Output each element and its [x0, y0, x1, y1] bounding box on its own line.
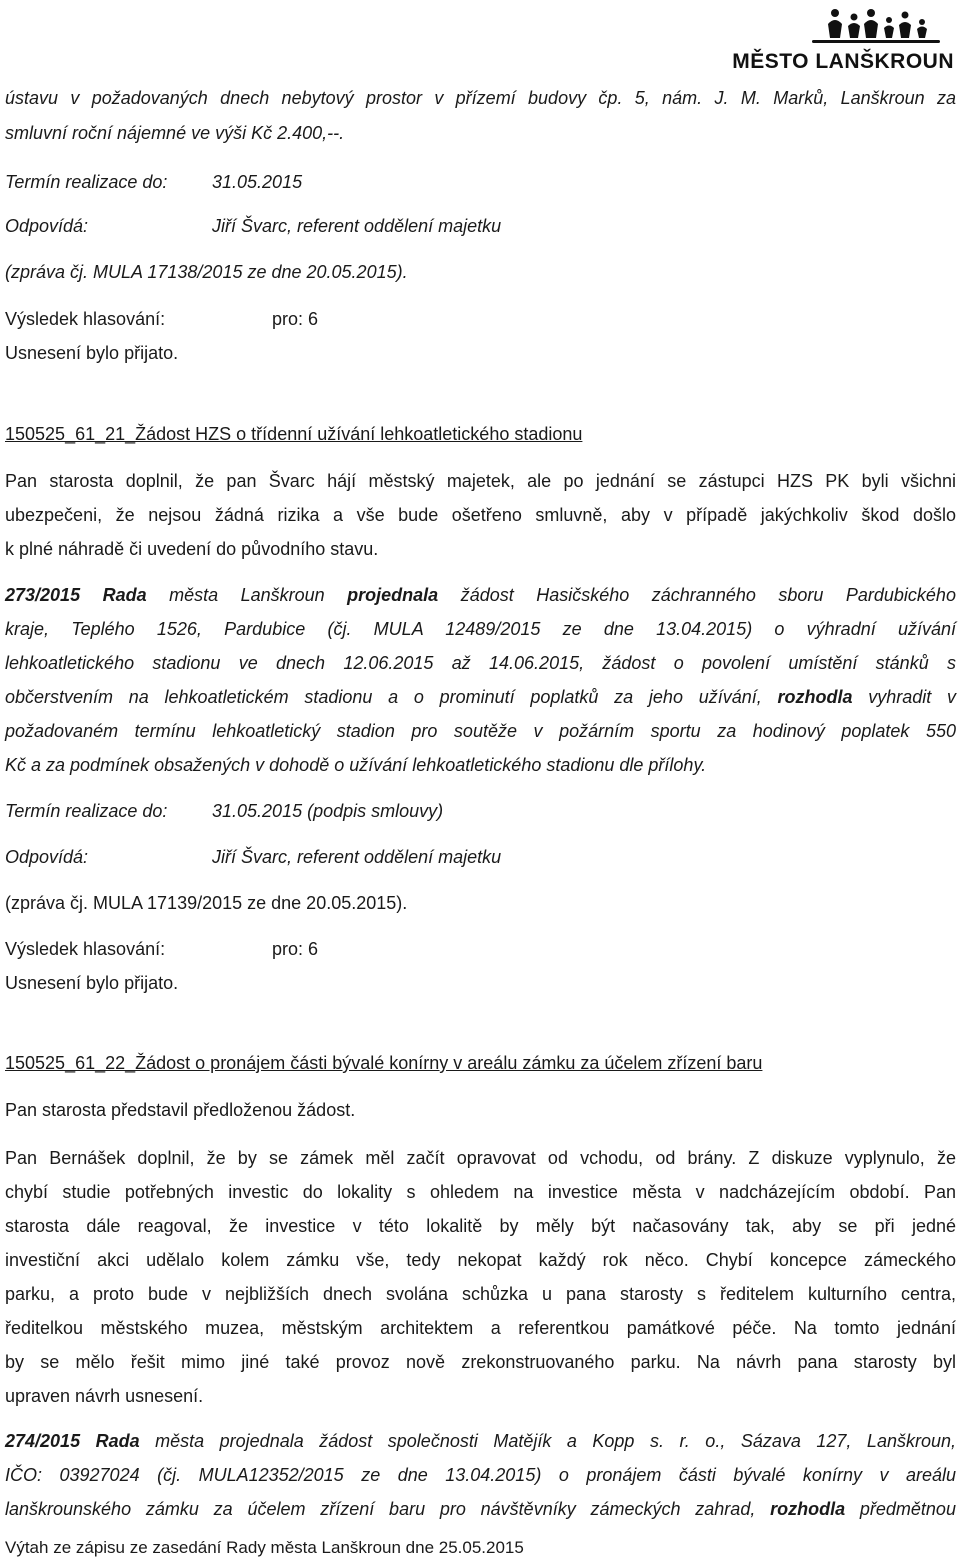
resolution-line: kraje, Teplého 1526, Pardubice (čj. MULA 12489/2015 ze dne 13.04.2015) o výhradní užívání: [5, 619, 956, 639]
odpovida-row: [5, 847, 501, 868]
text-line: parku, a proto bude v nejbližších dnech svolána schůzka u pana starosty s ředitelem kulturního centra,: [5, 1284, 956, 1304]
usneseni-line: Usnesení bylo přijato.: [5, 973, 179, 993]
text-line: ústavu v požadovaných dnech nebytový prostor v přízemí budovy čp. 5, nám. J. M. Marků, Lanškroun za: [5, 88, 956, 108]
text-line: Pan Bernášek doplnil, že by se zámek měl začít opravovat od vchodu, od brány. Z diskuze vyplynulo, že: [5, 1148, 956, 1168]
termin-label: Termín realizace do:: [5, 801, 168, 821]
termin-row: [5, 801, 443, 822]
odpovida-row: [5, 216, 501, 237]
odpovida-label: Odpovídá:: [5, 216, 89, 236]
text-line: Pan starosta představil předloženou žádost.: [5, 1100, 356, 1120]
text-line: ředitelkou městského muzea, městským architektem a referentkou památkové péče. Na tomto jednání: [5, 1318, 956, 1338]
text-line: chybí studie potřebných investic do lokality s ohledem na investice města v nadcházejícím období. Pan: [5, 1182, 956, 1202]
section-heading: 150525_61_21_Žádost HZS o třídenní užívání lehkoatletického stadionu: [5, 424, 583, 444]
vysledek-value: pro: 6: [272, 309, 319, 329]
odpovida-label: Odpovídá:: [5, 847, 89, 867]
termin-value: 31.05.2015: [212, 172, 303, 192]
resolution-line: 274/2015 Rada města projednala žádost společnosti Matějík a Kopp s. r. o., Sázava 127, Lanškroun,: [5, 1431, 956, 1451]
text-line: k plné náhradě či uvedení do původního stavu.: [5, 539, 379, 559]
text-line: by se mělo řešit mimo jiné také provoz nově zrekonstruovaného parku. Na návrh pana starosty byl: [5, 1352, 956, 1372]
termin-value: 31.05.2015 (podpis smlouvy): [212, 801, 444, 821]
text-line: Pan starosta doplnil, že pan Švarc hájí městský majetek, ale po jednání se zástupci HZS PK byli všichni: [5, 471, 956, 491]
text-line: ubezpečeni, že nejsou žádná rizika a vše bude ošetřeno smluvně, aby v případě jakýchkoliv škod došlo: [5, 505, 956, 525]
text-line: smluvní roční nájemné ve výši Kč 2.400,--.: [5, 123, 345, 143]
resolution-line: požadovaném termínu lehkoatletický stadion pro soutěže v požárním sportu za hodinový poplatek 550: [5, 721, 956, 741]
city-logo: [732, 4, 954, 74]
odpovida-value: Jiří Švarc, referent oddělení majetku: [212, 847, 502, 867]
termin-row: [5, 172, 302, 193]
resolution-number: 274/2015 Rada: [5, 1431, 140, 1451]
resolution-number: 273/2015 Rada: [5, 585, 147, 605]
resolution-line: IČO: 03927024 (čj. MULA12352/2015 ze dne 13.04.2015) o pronájem části bývalé konírny v areálu: [5, 1465, 956, 1485]
odpovida-value: Jiří Švarc, referent oddělení majetku: [212, 216, 502, 236]
zprava-line: (zpráva čj. MULA 17139/2015 ze dne 20.05.2015).: [5, 893, 408, 913]
vysledek-row: [5, 939, 318, 960]
vysledek-label: Výsledek hlasování:: [5, 309, 166, 329]
vysledek-value: pro: 6: [272, 939, 319, 959]
resolution-line: občerstvením na lehkoatletickém stadionu a o prominutí poplatků za jeho užívání, rozhodla vyhradit v: [5, 687, 956, 707]
resolution-line: lanškrounského zámku za účelem zřízení baru pro návštěvníky zámeckých zahrad, rozhodla předmětnou: [5, 1499, 956, 1519]
logo-wordmark: MĚSTO LANŠKROUN: [732, 50, 954, 73]
page-footer: Výtah ze zápisu ze zasedání Rady města Lanškroun dne 25.05.2015: [5, 1538, 524, 1557]
resolution-line: 273/2015 Rada města Lanškroun projednala žádost Hasičského záchranného sboru Pardubického: [5, 585, 956, 605]
vysledek-row: [5, 309, 318, 330]
usneseni-line: Usnesení bylo přijato.: [5, 343, 179, 363]
section-heading: 150525_61_22_Žádost o pronájem části bývalé konírny v areálu zámku za účelem zřízení baru: [5, 1053, 763, 1073]
text-line: upraven návrh usnesení.: [5, 1386, 204, 1406]
vysledek-label: Výsledek hlasování:: [5, 939, 166, 959]
logo-figures-icon: [732, 4, 954, 52]
termin-label: Termín realizace do:: [5, 172, 168, 192]
text-line: starosta dále reagoval, že investice v této lokalitě by měly být načasovány tak, aby se při jedné: [5, 1216, 956, 1236]
resolution-line: lehkoatletického stadionu ve dnech 12.06.2015 až 14.06.2015, žádost o povolení umístění stánků s: [5, 653, 956, 673]
zprava-line: (zpráva čj. MULA 17138/2015 ze dne 20.05.2015).: [5, 262, 408, 282]
resolution-line: Kč a za podmínek obsažených v dohodě o užívání lehkoatletického stadionu dle přílohy.: [5, 755, 707, 775]
text-line: investiční akci udělalo kolem zámku vše, tedy nekopat každý rok něco. Chybí koncepce zámeckého: [5, 1250, 956, 1270]
